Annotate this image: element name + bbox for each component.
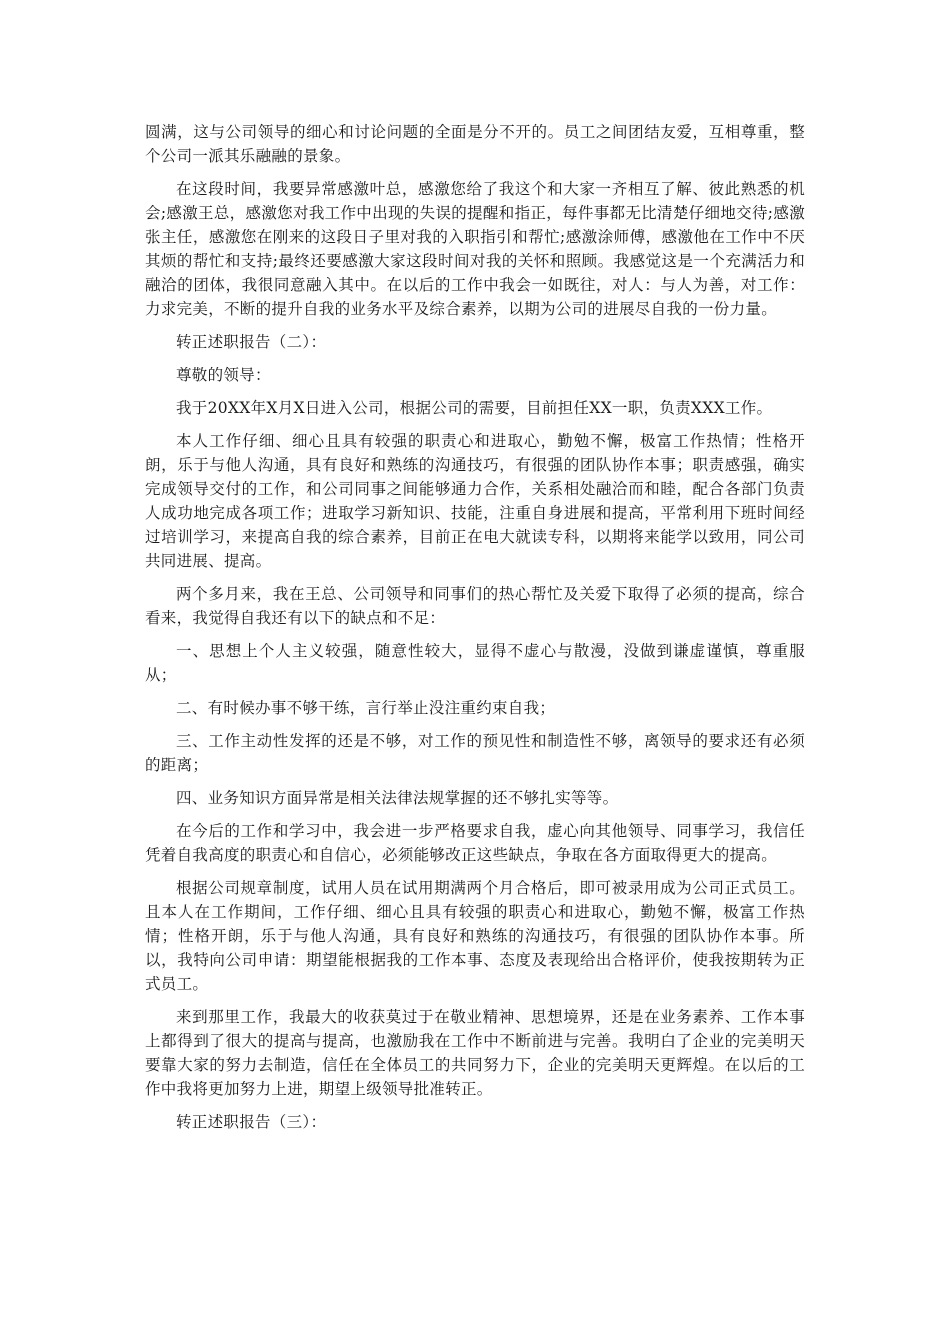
paragraph-shortcomings-intro: 两个多月来，我在王总、公司领导和同事们的热心帮忙及关爱下取得了必须的提高，综合看来，我觉得自我还有以下的缺点和不足： xyxy=(145,585,805,627)
section-heading-report-2: 转正述职报告（二）： xyxy=(176,333,327,351)
salutation: 尊敬的领导： xyxy=(176,366,271,384)
paragraph-thanks: 在这段时间，我要异常感激叶总，感激您给了我这个和大家一齐相互了解、彼此熟悉的机会;感激王总，感激您对我工作中出现的失误的提醒和指正，每件事都无比清楚仔细地交待;感激张主任，感激您在刚来的这段日子里对我的入职指引和帮忙;感激涂师傅，感激他在工作中不厌其烦的帮忙和支持;最终还要感激大家这段时间对我的关怀和照顾。我感觉这是一个充满活力和融洽的团体，我很同意融入其中。在以后的工作中我会一如既往，对人：与人为善，对工作：力求完美，不断的提升自我的业务水平及综合素养，以期为公司的进展尽自我的一份力量。 xyxy=(145,180,805,318)
list-item-shortcoming-4: 四、业务知识方面异常是相关法律法规掌握的还不够扎实等等。 xyxy=(176,789,619,807)
paragraph-future-plan: 在今后的工作和学习中，我会进一步严格要求自我，虚心向其他领导、同事学习，我信任凭着自我高度的职责心和自信心，必须能够改正这些缺点，争取在各方面取得更大的提高。 xyxy=(145,822,805,864)
document-body xyxy=(145,120,805,1143)
list-item-shortcoming-3: 三、工作主动性发挥的还是不够，对工作的预见性和制造性不够，离领导的要求还有必须的距离； xyxy=(145,732,805,774)
paragraph-continued: 圆满，这与公司领导的细心和讨论问题的全面是分不开的。员工之间团结友爱，互相尊重，整个公司一派其乐融融的景象。 xyxy=(145,123,805,165)
paragraph-intro: 我于20XX年X月X日进入公司，根据公司的需要，目前担任XX一职，负责XXX工作。 xyxy=(176,399,773,417)
section-heading-report-3: 转正述职报告（三）： xyxy=(176,1113,327,1131)
list-item-shortcoming-2: 二、有时候办事不够干练，言行举止没注重约束自我； xyxy=(176,699,556,717)
paragraph-application: 根据公司规章制度，试用人员在试用期满两个月合格后，即可被录用成为公司正式员工。且本人在工作期间，工作仔细、细心且具有较强的职责心和进取心，勤勉不懈，极富工作热情；性格开朗，乐于与他人沟通，具有良好和熟练的沟通技巧，有很强的团队协作本事。所以，我特向公司申请：期望能根据我的工作本事、态度及表现给出合格评价，使我按期转为正式员工。 xyxy=(145,879,805,993)
paragraph-self-assessment: 本人工作仔细、细心且具有较强的职责心和进取心，勤勉不懈，极富工作热情；性格开朗，乐于与他人沟通，具有良好和熟练的沟通技巧，有很强的团队协作本事；职责感强，确实完成领导交付的工作，和公司同事之间能够通力合作，关系相处融洽而和睦，配合各部门负责人成功地完成各项工作；进取学习新知识、技能，注重自身进展和提高，平常利用下班时间经过培训学习，来提高自我的综合素养，目前正在电大就读专科，以期将来能学以致用，同公司共同进展、提高。 xyxy=(145,432,805,570)
list-item-shortcoming-1: 一、思想上个人主义较强，随意性较大，显得不虚心与散漫，没做到谦虚谨慎，尊重服从； xyxy=(145,642,805,684)
paragraph-conclusion: 来到那里工作，我最大的收获莫过于在敬业精神、思想境界，还是在业务素养、工作本事上都得到了很大的提高与提高，也激励我在工作中不断前进与完善。我明白了企业的完美明天要靠大家的努力去制造，信任在全体员工的共同努力下，企业的完美明天更辉煌。在以后的工作中我将更加努力上进，期望上级领导批准转正。 xyxy=(145,1008,805,1098)
